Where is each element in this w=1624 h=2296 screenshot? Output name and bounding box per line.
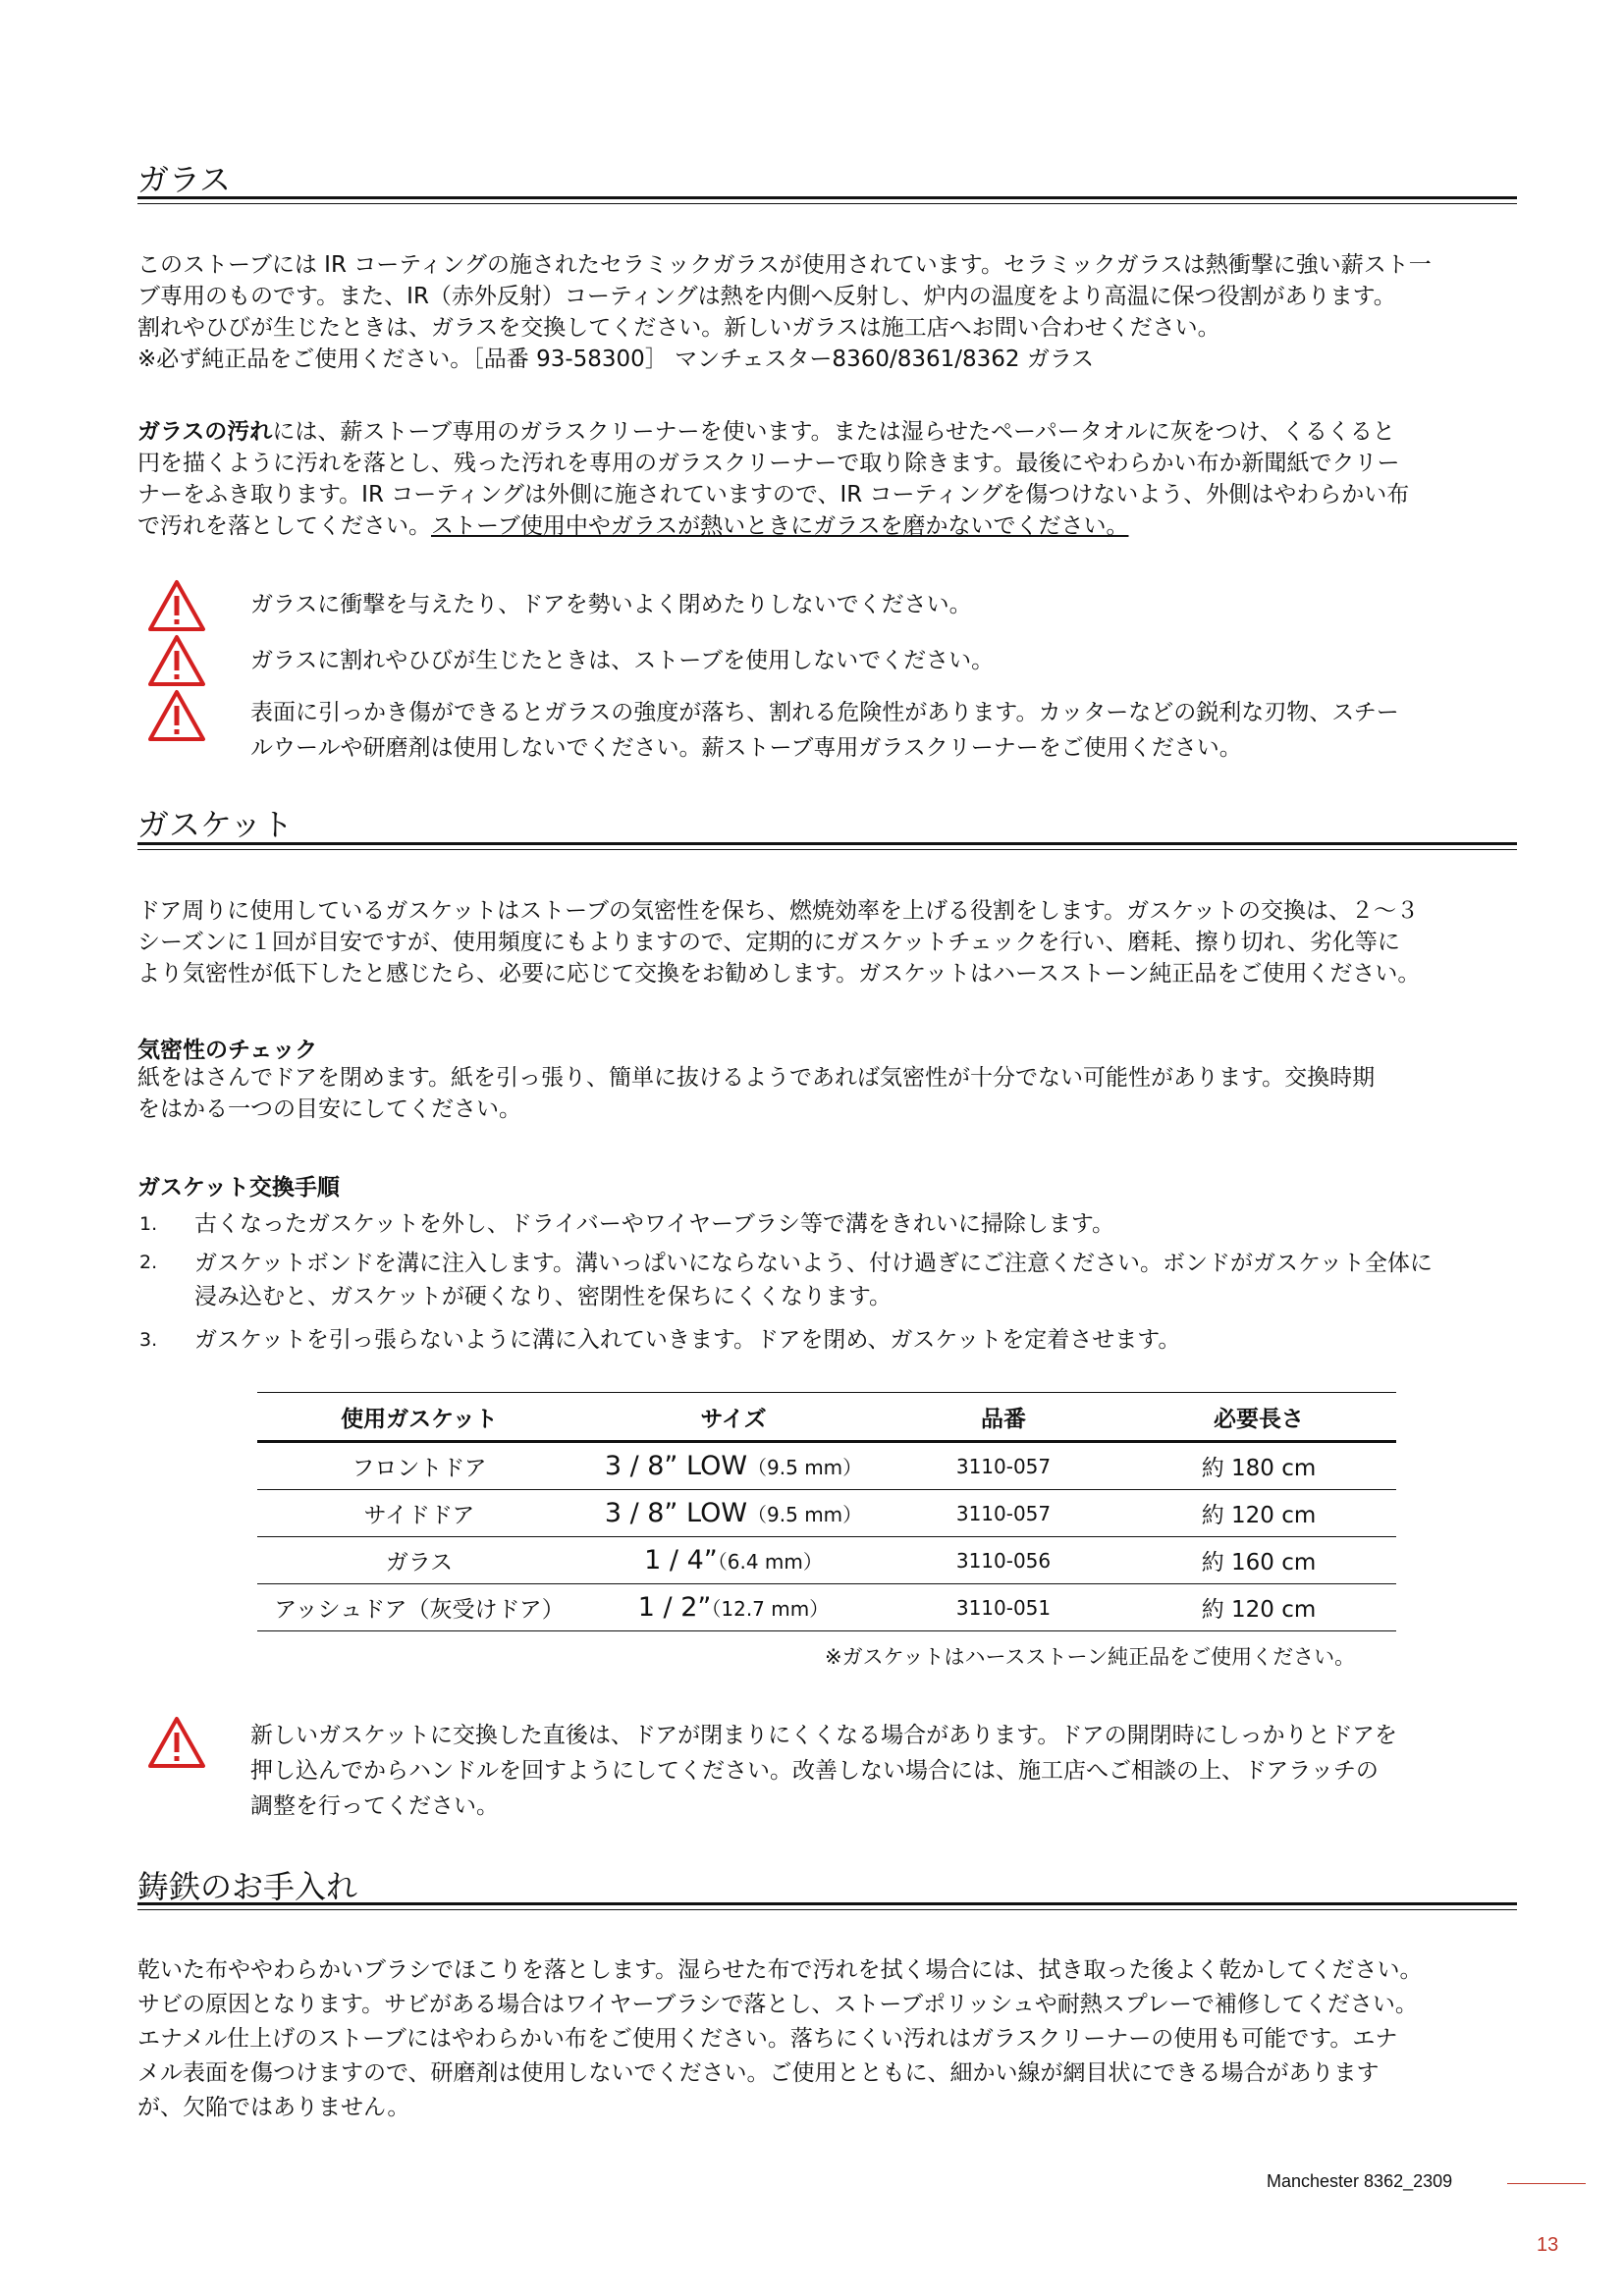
section-heading-glass: ガラス: [137, 161, 232, 198]
castiron-line: メル表面を傷つけますので、研磨剤は使用しないでください。ご使用とともに、細かい線が網目状にできる場合があります: [137, 2060, 1380, 2086]
warning-line: 新しいガスケットに交換した直後は、ドアが閉まりにくくなる場合があります。ドアの開閉時にしっかりとドアを: [250, 1723, 1397, 1748]
step-number: 2.: [139, 1252, 158, 1273]
glass-intro-line: このストーブには IR コーティングの施されたセラミックガラスが使用されています。セラミックガラスは熱衝撃に強い薪スト一: [137, 252, 1432, 278]
warning-line: ガラスに衝撃を与えたり、ドアを勢いよく閉めたりしないでください。: [250, 592, 972, 617]
part-cell: フロントドア: [257, 1442, 581, 1490]
glass-cleaning-line: で汚れを落としてください。: [137, 513, 431, 539]
size-cell: [581, 1442, 886, 1490]
warning-text: [250, 695, 1517, 766]
glass-cleaning-line: ナーをふき取ります。IR コーティングは外側に施されていますので、IR コーティングを傷つけないよう、外側はやわらかい布: [137, 482, 1410, 507]
footer-rule: [1507, 2183, 1586, 2184]
size-inch: 1 / 2”: [637, 1592, 712, 1623]
table-row: [257, 1442, 1396, 1490]
table-top-rule: [257, 1392, 1396, 1393]
part-cell: ガラス: [257, 1537, 581, 1584]
airtight-check-text: [137, 1062, 1522, 1125]
gasket-intro-line: ドア周りに使用しているガスケットはストーブの気密性を保ち、燃焼効率を上げる役割をします。ガスケットの交換は、２～３: [137, 898, 1420, 924]
code-cell: 3110-056: [886, 1537, 1121, 1584]
table-row: [257, 1537, 1396, 1584]
table-header-row: [257, 1394, 1396, 1442]
castiron-line: エナメル仕上げのストーブにはやわらかい布をご使用ください。落ちにくい汚れはガラスクリーナーの使用も可能です。エナ: [137, 2026, 1398, 2052]
size-cell: [581, 1584, 886, 1631]
length-cell: 約 160 cm: [1121, 1537, 1396, 1584]
glass-intro-line: ※必ず純正品をご使用ください。［品番 93-58300］ マンチェスター8360/8361/8362 ガラス: [137, 347, 1095, 372]
section-heading-castiron: 鋳鉄のお手入れ: [137, 1868, 358, 1905]
step-line: ガスケットを引っ張らないように溝に入れていきます。ドアを閉め、ガスケットを定着させます。: [194, 1327, 1181, 1353]
part-cell: サイドドア: [257, 1490, 581, 1537]
warning-icon: [147, 579, 206, 632]
step-text: [194, 1247, 1433, 1313]
page-number: 13: [1537, 2234, 1559, 2256]
glass-cleaning-line: 円を描くように汚れを落とし、残った汚れを専用のガラスクリーナーで取り除きます。最後にやわらかい布か新聞紙でクリー: [137, 451, 1400, 476]
size-inch: 1 / 4”: [644, 1545, 718, 1575]
table-row: [257, 1490, 1396, 1537]
warning-line: ルウールや研磨剤は使用しないでください。薪ストーブ専用ガラスクリーナーをご使用ください。: [250, 735, 1242, 761]
gasket-intro-line: シーズンに１回が目安ですが、使用頻度にもよりますので、定期的にガスケットチェックを行い、磨耗、擦り切れ、劣化等に: [137, 930, 1400, 955]
step-line: ガスケットボンドを溝に注入します。溝いっぱいにならないよう、付け過ぎにご注意ください。ボンドがガスケット全体に: [194, 1251, 1433, 1276]
code-cell: 3110-057: [886, 1442, 1121, 1490]
table-note: ※ガスケットはハースストーン純正品をご使用ください。: [825, 1645, 1356, 1669]
gasket-intro-line: より気密性が低下したと感じたら、必要に応じて交換をお勧めします。ガスケットはハースストーン純正品をご使用ください。: [137, 961, 1421, 987]
size-inch: 3 / 8” LOW: [604, 1498, 748, 1528]
gasket-table: [257, 1394, 1396, 1631]
size-cell: [581, 1537, 886, 1584]
airtight-check-title: 気密性のチェック: [137, 1038, 318, 1063]
warning-text: [250, 643, 1517, 678]
column-header: 使用ガスケット: [257, 1394, 581, 1442]
castiron-line: が、欠陥ではありません。: [137, 2095, 410, 2120]
column-header: 品番: [886, 1394, 1121, 1442]
footer-model: Manchester 8362_2309: [1267, 2171, 1453, 2191]
glass-cleaning-underline: ストーブ使用中やガラスが熱いときにガラスを磨かないでください。: [431, 513, 1129, 539]
warning-line: 表面に引っかき傷ができるとガラスの強度が落ち、割れる危険性があります。カッターなどの鋭利な刃物、スチー: [250, 700, 1399, 725]
code-cell: 3110-057: [886, 1490, 1121, 1537]
step-number: 3.: [139, 1329, 158, 1351]
warning-icon: [147, 634, 206, 687]
heading-rule: [137, 842, 1517, 850]
heading-rule: [137, 196, 1517, 204]
length-cell: 約 180 cm: [1121, 1442, 1396, 1490]
size-inch: 3 / 8” LOW: [604, 1451, 748, 1481]
warning-icon: [147, 1716, 206, 1769]
table-row: [257, 1584, 1396, 1631]
glass-intro-line: ブ専用のものです。また、IR（赤外反射）コーティングは熱を内側へ反射し、炉内の温度をより高温に保つ役割があります。: [137, 284, 1396, 309]
section-heading-gasket: ガスケット: [137, 806, 294, 843]
size-mm: （6.4 mm）: [717, 1550, 823, 1574]
castiron-text: [137, 1953, 1522, 2125]
size-mm: （9.5 mm）: [747, 1456, 863, 1479]
check-line: 紙をはさんでドアを閉めます。紙を引っ張り、簡単に抜けるようであれば気密性が十分でない可能性があります。交換時期: [137, 1065, 1376, 1091]
castiron-line: サビの原因となります。サビがある場合はワイヤーブラシで落とし、ストーブポリッシュや耐熱スプレーで補修してください。: [137, 1992, 1418, 2017]
warning-text: [250, 587, 1517, 622]
step-number: 1.: [139, 1213, 158, 1235]
warning-text: [250, 1718, 1517, 1824]
warning-line: ガラスに割れやひびが生じたときは、ストーブを使用しないでください。: [250, 648, 995, 673]
glass-cleaning-bold: ガラスの汚れ: [137, 419, 273, 445]
gasket-intro: [137, 895, 1522, 989]
code-cell: 3110-051: [886, 1584, 1121, 1631]
column-header: サイズ: [581, 1394, 886, 1442]
castiron-line: 乾いた布ややわらかいブラシでほこりを落とします。湿らせた布で汚れを拭く場合には、拭き取った後よく乾かしてください。: [137, 1957, 1423, 1983]
warning-icon: [147, 689, 206, 742]
glass-cleaning-line: には、薪ストーブ専用のガラスクリーナーを使います。または湿らせたペーパータオルに灰をつけ、くるくると: [272, 419, 1395, 445]
heading-rule: [137, 1902, 1517, 1910]
glass-intro: [137, 249, 1522, 375]
replace-steps-title: ガスケット交換手順: [137, 1175, 340, 1201]
step-line: 古くなったガスケットを外し、ドライバーやワイヤーブラシ等で溝をきれいに掃除します。: [194, 1211, 1115, 1237]
step-text: [194, 1323, 1180, 1357]
step-line: 浸み込むと、ガスケットが硬くなり、密閉性を保ちにくくなります。: [194, 1284, 893, 1309]
step-text: [194, 1207, 1114, 1241]
part-cell: アッシュドア（灰受けドア）: [257, 1584, 581, 1631]
check-line: をはかる一つの目安にしてください。: [137, 1096, 521, 1122]
size-mm: （12.7 mm）: [711, 1597, 830, 1621]
length-cell: 約 120 cm: [1121, 1490, 1396, 1537]
warning-line: 調整を行ってください。: [250, 1793, 499, 1819]
length-cell: 約 120 cm: [1121, 1584, 1396, 1631]
glass-intro-line: 割れやひびが生じたときは、ガラスを交換してください。新しいガラスは施工店へお問い合わせください。: [137, 315, 1220, 341]
size-mm: （9.5 mm）: [747, 1503, 863, 1526]
glass-cleaning: [137, 416, 1522, 542]
warning-line: 押し込んでからハンドルを回すようにしてください。改善しない場合には、施工店へご相談の上、ドアラッチの: [250, 1758, 1379, 1784]
size-cell: [581, 1490, 886, 1537]
column-header: 必要長さ: [1121, 1394, 1396, 1442]
